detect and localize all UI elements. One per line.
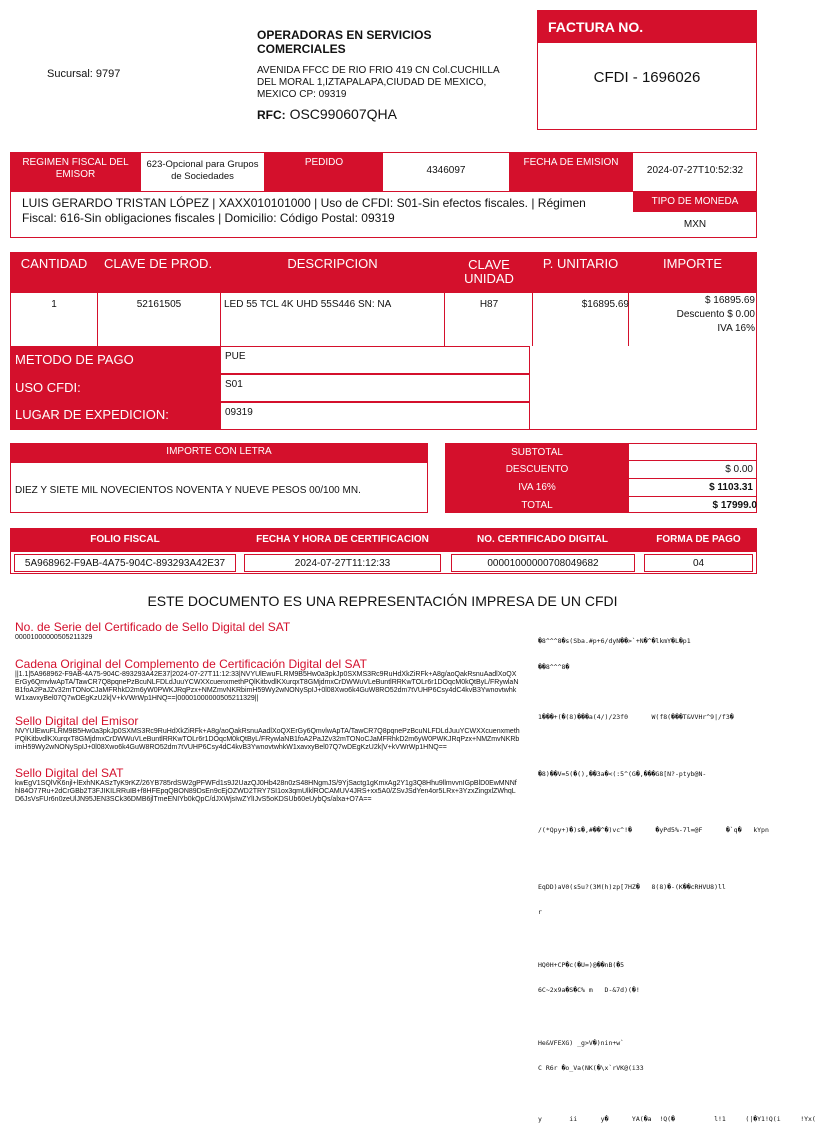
regimen-value: 623-Opcional para Grupos de Sociedades (141, 152, 265, 192)
forma-label: FORMA DE PAGO (656, 534, 741, 545)
qr-line: r (538, 908, 542, 916)
moneda-value: MXN (683, 219, 707, 230)
total-value: $ 17999.0 (712, 500, 757, 511)
qr-code-text (538, 620, 816, 1123)
folio-label: FOLIO FISCAL (90, 534, 160, 545)
letra-label: IMPORTE CON LETRA (11, 444, 427, 463)
cliente-info: LUIS GERARDO TRISTAN LÓPEZ | XAXX010101000 | Uso de CFDI: S01-Sin efectos fiscales. | Régimen Fiscal: 616-Sin obligaciones fiscales | Domicilio: Código Postal: 09319 (22, 196, 586, 225)
rfc-label: RFC: (257, 108, 286, 122)
subtotal-label: SUBTOTAL (511, 447, 563, 458)
qr-line: /(*Qpy+)�)s�,#��^�)vc^!� �yPd5%-7l=@F �`q� kYpn (538, 826, 769, 834)
forma-value: 04 (644, 554, 753, 572)
metodo-value: PUE (225, 351, 246, 362)
lugar-label: LUGAR DE EXPEDICION: (15, 407, 169, 422)
folio-value: 5A968962-F9AB-4A75-904C-893293A42E37 (14, 554, 236, 572)
qr-line: �8^^^8�s(Sba.#p+6/dyN��>`+N�^�lkmY�L�p1 (538, 637, 691, 645)
descuento-value: $ 0.00 (725, 464, 753, 475)
pedido-value: 4346097 (383, 152, 509, 192)
item-clave-unidad: H87 (479, 299, 499, 310)
fecha-cert-label: FECHA Y HORA DE CERTIFICACION (256, 534, 429, 545)
item-clave-prod: 52161505 (136, 299, 182, 310)
uso-label: USO CFDI: (15, 380, 81, 395)
letra-box (10, 443, 428, 513)
iva-total-label: IVA 16% (518, 482, 556, 493)
cadena-title: Cadena Original del Complemento de Certificación Digital del SAT (15, 657, 367, 671)
sucursal: Sucursal: 9797 (47, 68, 121, 80)
emisor-value: NVYUlEwuFLRM9B5Hw0a3pkJp0SXMS3Rc9RuHdXkZiRFk+A8g/aoQakRsnuAadlXoQXErGy6QmvlwApTA/TawCR7Q8pqnePzBcuNLFDLdJuuYCWXXcuenxmethPQlKitbvdlKXurqxT8GMjdmxCrDWWuVLeBuntlRRKwTOLr6r1DOqcM0kQtByL/FRywlaNB1foA2PaJZv32mTONoCJaMFRhkD2m6yW0PWKJRqPzx+NMZmvNKRbimH59Wy2wNONySpIJ+0l08Xwo6k4GuW8RO52dm7tVUHP6Csy4dC4kvB3YwnovtwhkW1xavxyBel07Q7wDEgKzU2k|V+kVWrWp1HNQ== (15, 728, 520, 751)
col-unitario: P. UNITARIO (542, 256, 619, 271)
moneda-label: TIPO DE MONEDA (633, 192, 757, 212)
item-descuento: Descuento $ 0.00 (676, 309, 755, 320)
qr-line: �8)��V=5(�(),��3a�<(:5^(G�,���G8[N?-ptyb@N- (538, 769, 707, 778)
factura-title: FACTURA NO. (538, 11, 756, 43)
factura-number: CFDI - 1696026 (593, 69, 701, 86)
qr-line: EqDD)aV0(s5u?(3M(h)zp[7HZ� 8(8)�-(K��cRHVU8)ll (538, 882, 726, 891)
serie-title: No. de Serie del Certificado de Sello Digital del SAT (15, 620, 291, 634)
item-importe: $ 16895.69 (704, 295, 755, 306)
lugar-value: 09319 (225, 407, 253, 418)
sat-title: Sello Digital del SAT (15, 766, 124, 780)
col-cantidad: CANTIDAD (20, 256, 88, 271)
qr-line: y ii y� YA(�a !Q(� l!1 (|�Y1!Q(i !Yx( (538, 1114, 816, 1123)
metodo-label: METODO DE PAGO (15, 352, 134, 367)
pedido-label: PEDIDO (265, 152, 383, 192)
total-label: TOTAL (521, 500, 553, 511)
rfc-line (257, 106, 397, 122)
serie-value: 00001000000505211329 (15, 634, 93, 641)
cert-value: 00001000000708049682 (451, 554, 635, 572)
qr-line: He&VFEXG) _g>V�)nin+w` (538, 1038, 625, 1047)
fecha-emision-label: FECHA DE EMISION (509, 152, 633, 192)
descuento-label: DESCUENTO (505, 464, 569, 475)
sat-value: kwEgV1SQlVK6njl+lExhNKASzTyK9rKZ/26YB785rdSW2gPFWFd1s9J2UazQJ0Hb428n0zS48HNgmJS/9YjSactg1gKmxAg2Y1g3Q8Hhu9llmvvnIGpBlD0EwMNNfhl84O77Ru+2dCrGBb2T3FJIKILRRuIB+f8HFEpqQBON89DsEn9cEjOZWD2TRY7SI1ox3qmUlklROCAMUV4JRS+xx5A0/ZSvJSdYen4or5LRx+3YzxZingxlZWhqLD6JsVsFUr6n0zeUlJN95JEN3SCk36DMB6jlTmeENIYb0kQpC/dJXWjsIwZYlIJvS5oKDSUb60eUybQs/alxa+O7A== (15, 780, 517, 803)
col-clave-prod: CLAVE DE PROD. (103, 256, 213, 271)
qr-line: 6C~2x9a�S�C% m D-&7d)(�! (538, 986, 640, 994)
cfdi-title: ESTE DOCUMENTO ES UNA REPRESENTACIÓN IMPRESA DE UN CFDI (147, 593, 618, 609)
qr-line: 1���+(�(8)���a(4/)/23f0 W(f8(���T&VVHr^9|/f3� (538, 713, 734, 721)
qr-line: C R6r �o_Va(NK(�\x`rVK@(i33 (538, 1064, 644, 1072)
company-name: OPERADORAS EN SERVICIOS COMERCIALES (257, 28, 432, 56)
letra-value: DIEZ Y SIETE MIL NOVECIENTOS NOVENTA Y NUEVE PESOS 00/100 MN. (15, 485, 361, 496)
item-descripcion: LED 55 TCL 4K UHD 55S446 SN: NA (224, 299, 392, 310)
item-unitario: $16895.69 (581, 299, 629, 310)
qr-line: ��8^^^8� (538, 662, 570, 671)
regimen-label: REGIMEN FISCAL DEL EMISOR (10, 152, 141, 192)
item-cantidad: 1 (51, 299, 57, 310)
col-descripcion: DESCRIPCION (287, 256, 378, 271)
cert-label: NO. CERTIFICADO DIGITAL (477, 534, 608, 545)
item-importe-block (630, 294, 755, 336)
fecha-emision-value: 2024-07-27T10:52:32 (633, 152, 757, 192)
item-iva: IVA 16% (717, 323, 755, 334)
factura-box (537, 10, 757, 130)
col-importe: IMPORTE (663, 256, 722, 271)
iva-total-value: $ 1103.31 (709, 482, 753, 493)
rfc-value: OSC990607QHA (289, 106, 397, 122)
qr-line: HQ0H+CP�c(�U=)@��nB(�5 (538, 960, 625, 969)
uso-value: S01 (225, 379, 243, 390)
col-clave-unidad: CLAVE UNIDAD (464, 257, 514, 286)
fecha-cert-value: 2024-07-27T11:12:33 (244, 554, 441, 572)
company-address: AVENIDA FFCC DE RIO FRIO 419 CN Col.CUCHILLA DEL MORAL 1,IZTAPALAPA,CIUDAD DE MEXICO, MEXICO CP: 09319 (257, 65, 500, 100)
cfdi-seals (15, 620, 520, 804)
cadena-value: ||1.1|5A968962-F9AB-4A75-904C-893293A42E37|2024-07-27T11:12:33|NVYUlEwuFLRM9B5Hw0a3pkJp0SXMS3Rc9RuHdXkZiRFk+A8g/aoQakRsnuAadlXoQXErGy6QmvlwApTA/TawCR7Q8pqnePzBcuNLFDLdJuuYCWXXcuenxmethPQlKitbvdlKXurqxT8GMjdmxCrDWWuVLeBuntlRRKwTOLr6r1DOqcM0kQtByL/FRywlaNB1foA2PaJZv32mTONoCJaMFRhkD2m6yW0PWKJRqPzx+NMZmvNKRbimH59Wy2wNONySpIJ+0l08Xwo6k4GuW8RO52dm7tVUHP6Csy4dC4kvB3YwnovtwhkW1xavxyBel07Q7wDEgKzU2k|V+kVWrWp1HNQ==|00001000000505211329|| (15, 671, 519, 702)
emisor-title: Sello Digital del Emisor (15, 714, 139, 728)
